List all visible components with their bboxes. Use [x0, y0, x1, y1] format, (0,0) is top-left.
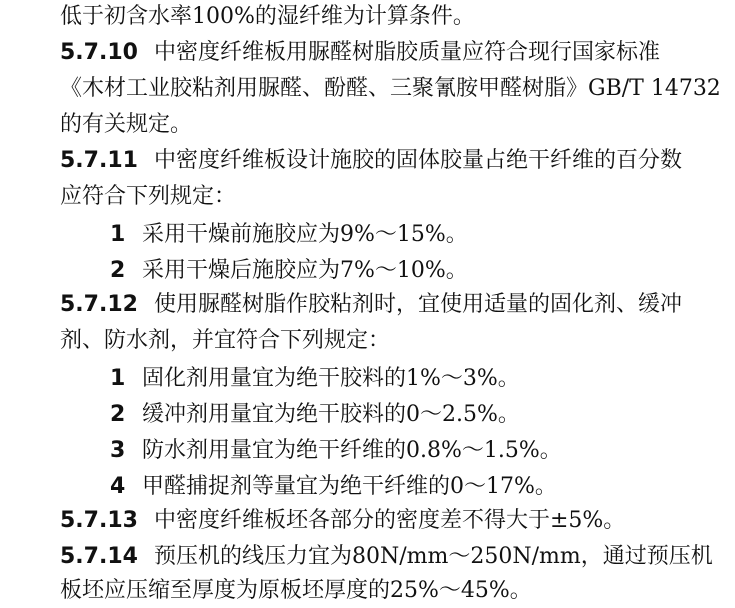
list-item: [110, 400, 520, 430]
clause-number: 5.7.13: [60, 508, 138, 533]
item-text: 固化剂用量宜为绝干胶料的1%～3%。: [142, 366, 520, 391]
text-line: [60, 110, 192, 140]
item-text: 防水剂用量宜为绝干纤维的0.8%～1.5%。: [142, 438, 562, 463]
clause-5-7-11: [60, 146, 682, 176]
item-number: 2: [110, 258, 126, 283]
clause-text: 中密度纤维板用脲醛树脂胶质量应符合现行国家标准: [153, 40, 660, 65]
list-item: [110, 256, 468, 286]
text-line: [60, 576, 532, 606]
text-line: [60, 74, 721, 104]
line-text: 板坯应压缩至厚度为原板坯厚度的25%～45%。: [60, 578, 532, 603]
clause-5-7-13: [60, 506, 625, 536]
line-text: 剂、防水剂，并宜符合下列规定：: [60, 328, 391, 353]
list-item: [110, 436, 562, 466]
line-text: 应符合下列规定：: [60, 184, 237, 209]
item-number: 3: [110, 438, 126, 463]
text-line: [60, 326, 390, 356]
clause-text: 使用脲醛树脂作胶粘剂时，宜使用适量的固化剂、缓冲: [153, 292, 682, 317]
clause-5-7-12: [60, 290, 682, 320]
line-text: 《木材工业胶粘剂用脲醛、酚醛、三聚氰胺甲醛树脂》GB/T 14732: [60, 76, 721, 101]
item-number: 4: [110, 474, 126, 499]
clause-5-7-10: [60, 38, 660, 68]
clause-text: 预压机的线压力宜为80N/mm～250N/mm，通过预压机: [153, 544, 713, 569]
list-item: [110, 472, 557, 502]
line-text: 低于初含水率100%的湿纤维为计算条件。: [60, 4, 475, 29]
item-text: 缓冲剂用量宜为绝干胶料的0～2.5%。: [142, 402, 520, 427]
item-text: 采用干燥后施胶应为7%～10%。: [142, 258, 468, 283]
clause-number: 5.7.10: [60, 40, 138, 65]
item-number: 2: [110, 402, 126, 427]
item-number: 1: [110, 222, 126, 247]
list-item: [110, 220, 468, 250]
item-text: 采用干燥前施胶应为9%～15%。: [142, 222, 468, 247]
clause-number: 5.7.12: [60, 292, 138, 317]
clause-number: 5.7.11: [60, 148, 138, 173]
item-text: 甲醛捕捉剂等量宜为绝干纤维的0～17%。: [142, 474, 557, 499]
text-line: [60, 2, 475, 32]
text-line: [60, 182, 236, 212]
list-item: [110, 364, 520, 394]
clause-text: 中密度纤维板设计施胶的固体胶量占绝干纤维的百分数: [153, 148, 682, 173]
line-text: 的有关规定。: [60, 112, 193, 137]
clause-text: 中密度纤维板坯各部分的密度差不得大于±5%。: [153, 508, 626, 533]
clause-number: 5.7.14: [60, 544, 138, 569]
item-number: 1: [110, 366, 126, 391]
clause-5-7-14: [60, 542, 713, 572]
